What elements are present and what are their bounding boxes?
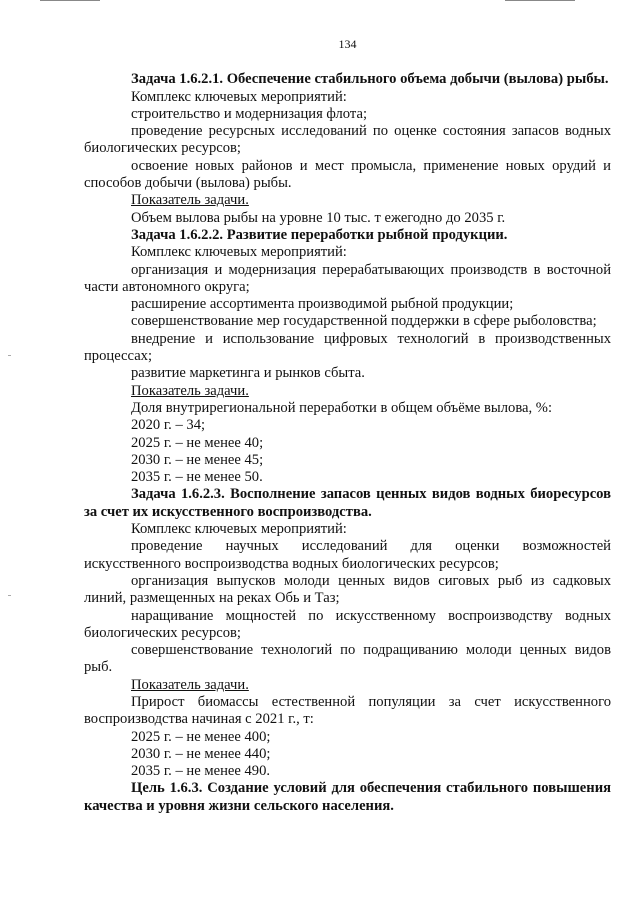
section-heading: Задача 1.6.2.3. Восполнение запасов ценных видов водных биоресурсов за счет их искусственного воспроизводства.: [84, 486, 611, 520]
section-heading: Задача 1.6.2.1. Обеспечение стабильного объема добычи (вылова) рыбы.: [131, 71, 609, 88]
document-body: [84, 71, 611, 815]
paragraph: совершенствование технологий по подращиванию молоди ценных видов рыб.: [84, 642, 611, 676]
paragraph: строительство и модернизация флота;: [131, 105, 368, 122]
paragraph: наращивание мощностей по искусственному воспроизводству водных биологических ресурсов;: [84, 607, 611, 641]
page-number: 134: [338, 37, 357, 51]
paragraph: 2030 г. – не менее 440;: [131, 745, 271, 762]
paragraph: Комплекс ключевых мероприятий:: [131, 244, 347, 261]
paragraph: 2020 г. – 34;: [131, 417, 206, 434]
paragraph: внедрение и использование цифровых технологий в производственных процессах;: [84, 330, 611, 365]
scan-edge-line: [505, 0, 575, 1]
paragraph: Комплекс ключевых мероприятий:: [131, 88, 347, 105]
scan-margin-mark: [8, 595, 11, 596]
scan-margin-mark: [8, 355, 11, 356]
paragraph: Прирост биомассы естественной популяции за счет искусственного воспроизводства начиная с 2021 г., т:: [84, 693, 611, 728]
paragraph: 2035 г. – не менее 490.: [131, 763, 271, 780]
paragraph: организация и модернизация перерабатывающих производств в восточной части автономного округа;: [84, 261, 611, 295]
indicator-heading: Показатель задачи.: [131, 382, 249, 399]
paragraph: Объем вылова рыбы на уровне 10 тыс. т ежегодно до 2035 г.: [131, 209, 506, 226]
paragraph: совершенствование мер государственной поддержки в сфере рыболовства;: [131, 313, 597, 330]
paragraph: развитие маркетинга и рынков сбыта.: [131, 365, 365, 382]
scan-edge-line: [40, 0, 100, 1]
paragraph: проведение ресурсных исследований по оценке состояния запасов водных биологических ресурсов;: [84, 123, 611, 157]
indicator-heading: Показатель задачи.: [131, 676, 249, 693]
section-heading: Цель 1.6.3. Создание условий для обеспечения стабильного повышения качества и уровня жизни сельского населения.: [84, 780, 611, 814]
paragraph: расширение ассортимента производимой рыбной продукции;: [131, 296, 514, 313]
paragraph: проведение научных исследований для оценки возможностей искусственного воспроизводства водных биологических ресурсов;: [84, 538, 611, 572]
document-page: [84, 36, 611, 815]
paragraph: 2025 г. – не менее 400;: [131, 728, 271, 745]
paragraph: освоение новых районов и мест промысла, применение новых орудий и способов добычи (вылова) рыбы.: [84, 157, 611, 192]
paragraph: 2030 г. – не менее 45;: [131, 451, 264, 468]
paragraph: 2035 г. – не менее 50.: [131, 469, 263, 486]
indicator-heading: Показатель задачи.: [131, 192, 249, 209]
paragraph: Доля внутрирегиональной переработки в общем объёме вылова, %:: [131, 399, 553, 416]
paragraph: 2025 г. – не менее 40;: [131, 434, 264, 451]
paragraph: организация выпусков молоди ценных видов сиговых рыб из садковых линий, размещенных на реках Обь и Таз;: [84, 572, 611, 607]
paragraph: Комплекс ключевых мероприятий:: [131, 521, 347, 538]
section-heading: Задача 1.6.2.2. Развитие переработки рыбной продукции.: [131, 226, 508, 243]
